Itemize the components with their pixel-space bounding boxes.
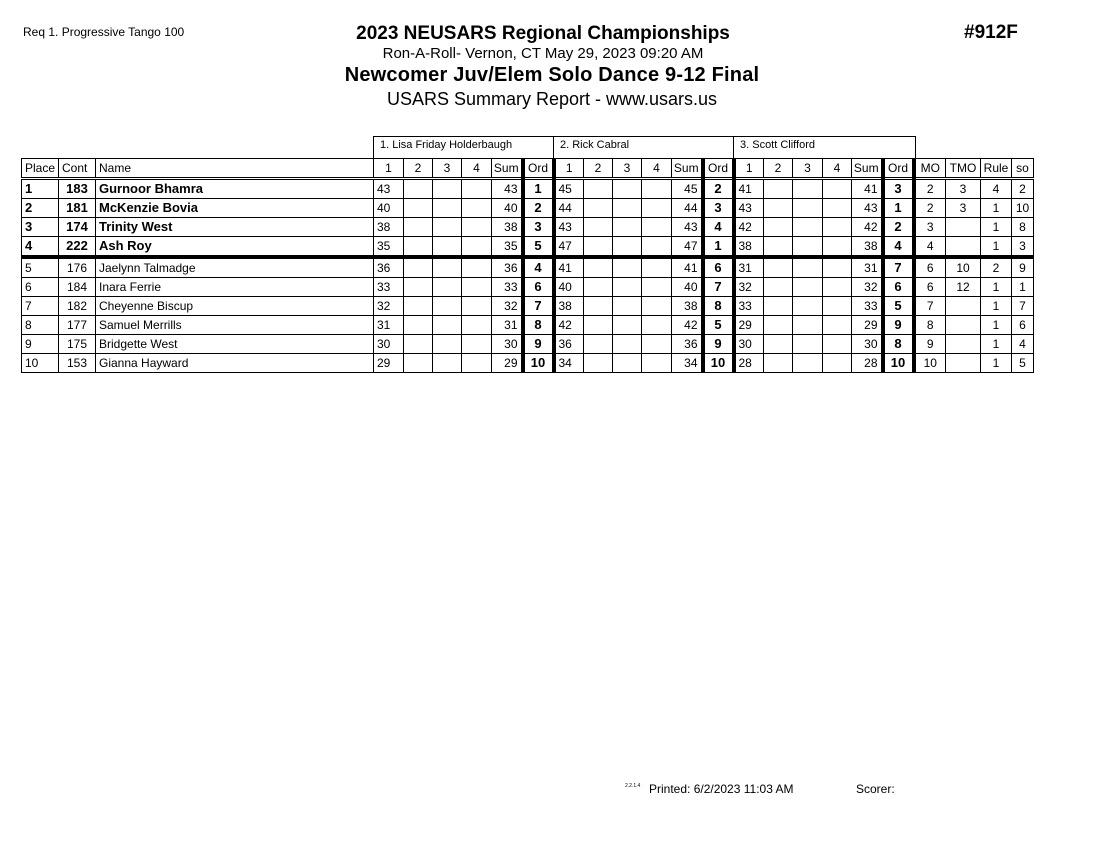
cell-judge2-score3 — [613, 297, 642, 316]
cell-judge1-sum: 32 — [492, 297, 523, 316]
cell-judge2-score4 — [642, 218, 672, 237]
cell-judge2-score1: 47 — [554, 237, 584, 258]
cell-mo: 4 — [914, 237, 946, 258]
cell-judge3-score2 — [764, 316, 793, 335]
report-name: USARS Summary Report - www.usars.us — [386, 89, 718, 109]
cell-judge1-score2 — [404, 199, 433, 218]
cell-judge3-score1: 30 — [734, 335, 764, 354]
col-so: so — [1012, 159, 1034, 179]
cell-judge3-sum: 42 — [852, 218, 883, 237]
cell-judge1-score1: 31 — [374, 316, 404, 335]
cell-tmo — [946, 297, 981, 316]
cell-judge2-ordinal: 7 — [703, 278, 734, 297]
cell-judge1-score1: 35 — [374, 237, 404, 258]
cell-judge1-ordinal: 1 — [523, 179, 554, 199]
cell-judge1-score2 — [404, 257, 433, 278]
cell-judge1-score2 — [404, 278, 433, 297]
cell-so: 5 — [1012, 354, 1034, 373]
cell-judge2-sum: 45 — [672, 179, 703, 199]
cell-judge3-score1: 29 — [734, 316, 764, 335]
cell-judge2-score3 — [613, 218, 642, 237]
cell-judge3-score1: 41 — [734, 179, 764, 199]
cell-judge3-score4 — [823, 199, 852, 218]
cell-judge2-score4 — [642, 257, 672, 278]
cell-judge1-ordinal: 7 — [523, 297, 554, 316]
cell-judge3-ordinal: 3 — [883, 179, 914, 199]
cell-judge2-score2 — [584, 218, 613, 237]
cell-place: 2 — [22, 199, 59, 218]
cell-place: 1 — [22, 179, 59, 199]
cell-judge3-score3 — [793, 257, 823, 278]
cell-judge3-sum: 38 — [852, 237, 883, 258]
cell-cont: 184 — [59, 278, 96, 297]
cell-judge1-ordinal: 6 — [523, 278, 554, 297]
cell-judge1-score3 — [433, 297, 462, 316]
col-j1-sum: Sum — [492, 159, 523, 179]
cell-mo: 7 — [914, 297, 946, 316]
cell-judge2-sum: 40 — [672, 278, 703, 297]
cell-judge1-score2 — [404, 335, 433, 354]
cell-judge2-sum: 43 — [672, 218, 703, 237]
cell-judge3-score4 — [823, 316, 852, 335]
printed-timestamp: Printed: 6/2/2023 11:03 AM — [649, 782, 794, 796]
cell-judge1-score4 — [462, 218, 492, 237]
cell-judge3-ordinal: 6 — [883, 278, 914, 297]
cell-judge1-score1: 43 — [374, 179, 404, 199]
cell-tmo — [946, 237, 981, 258]
cell-judge2-sum: 36 — [672, 335, 703, 354]
cell-cont: 222 — [59, 237, 96, 258]
cell-judge2-score1: 34 — [554, 354, 584, 373]
cell-tmo — [946, 335, 981, 354]
col-j3-ord: Ord — [883, 159, 914, 179]
table-row — [22, 237, 1034, 258]
cell-tmo: 10 — [946, 257, 981, 278]
cell-judge1-score4 — [462, 199, 492, 218]
cell-judge1-score4 — [462, 297, 492, 316]
col-j3-d4: 4 — [823, 159, 852, 179]
cell-judge3-score1: 28 — [734, 354, 764, 373]
cell-judge2-ordinal: 1 — [703, 237, 734, 258]
results-table — [21, 158, 1034, 373]
cell-rule: 1 — [981, 354, 1012, 373]
cell-judge2-score4 — [642, 316, 672, 335]
cell-name: Ash Roy — [96, 237, 374, 258]
cell-place: 8 — [22, 316, 59, 335]
cell-judge2-score2 — [584, 257, 613, 278]
cell-judge1-score4 — [462, 257, 492, 278]
cell-judge3-score2 — [764, 237, 793, 258]
cell-mo: 3 — [914, 218, 946, 237]
cell-judge1-score2 — [404, 297, 433, 316]
cell-judge1-score4 — [462, 354, 492, 373]
cell-judge3-score2 — [764, 257, 793, 278]
cell-cont: 183 — [59, 179, 96, 199]
cell-judge3-score4 — [823, 335, 852, 354]
col-tmo: TMO — [946, 159, 981, 179]
cell-rule: 1 — [981, 218, 1012, 237]
cell-judge2-score1: 36 — [554, 335, 584, 354]
cell-judge1-score2 — [404, 179, 433, 199]
column-header-row — [22, 159, 1034, 179]
cell-judge2-score1: 40 — [554, 278, 584, 297]
cell-judge1-score4 — [462, 179, 492, 199]
cell-judge3-score4 — [823, 354, 852, 373]
cell-judge1-score1: 40 — [374, 199, 404, 218]
cell-judge3-ordinal: 10 — [883, 354, 914, 373]
cell-judge3-score3 — [793, 316, 823, 335]
cell-name: Bridgette West — [96, 335, 374, 354]
cell-judge2-score4 — [642, 335, 672, 354]
cell-so: 7 — [1012, 297, 1034, 316]
cell-judge2-ordinal: 2 — [703, 179, 734, 199]
cell-judge1-sum: 33 — [492, 278, 523, 297]
cell-judge2-ordinal: 4 — [703, 218, 734, 237]
cell-judge2-score1: 42 — [554, 316, 584, 335]
cell-judge3-ordinal: 2 — [883, 218, 914, 237]
cell-judge3-score3 — [793, 218, 823, 237]
cell-judge2-score4 — [642, 278, 672, 297]
cell-judge2-score2 — [584, 297, 613, 316]
cell-so: 3 — [1012, 237, 1034, 258]
cell-place: 4 — [22, 237, 59, 258]
cell-judge3-sum: 33 — [852, 297, 883, 316]
col-j3-d3: 3 — [793, 159, 823, 179]
cell-judge1-sum: 40 — [492, 199, 523, 218]
cell-judge3-score4 — [823, 297, 852, 316]
cell-judge2-score1: 45 — [554, 179, 584, 199]
cell-judge1-score3 — [433, 237, 462, 258]
cell-judge2-score1: 38 — [554, 297, 584, 316]
event-name: Newcomer Juv/Elem Solo Dance 9-12 Final — [344, 64, 760, 86]
cell-judge1-score2 — [404, 237, 433, 258]
table-row — [22, 278, 1034, 297]
cell-judge1-score1: 29 — [374, 354, 404, 373]
table-row — [22, 354, 1034, 373]
cell-judge2-score1: 43 — [554, 218, 584, 237]
cell-judge3-sum: 43 — [852, 199, 883, 218]
cell-judge2-score3 — [613, 354, 642, 373]
cell-mo: 6 — [914, 257, 946, 278]
cell-mo: 2 — [914, 199, 946, 218]
cell-judge1-sum: 38 — [492, 218, 523, 237]
cell-judge1-ordinal: 3 — [523, 218, 554, 237]
cell-judge2-sum: 42 — [672, 316, 703, 335]
event-code: #912F — [964, 22, 1018, 43]
cell-judge2-ordinal: 3 — [703, 199, 734, 218]
cell-name: Trinity West — [96, 218, 374, 237]
cell-rule: 1 — [981, 297, 1012, 316]
cell-judge3-score3 — [793, 335, 823, 354]
cell-judge2-score3 — [613, 199, 642, 218]
cell-cont: 181 — [59, 199, 96, 218]
cell-mo: 2 — [914, 179, 946, 199]
cell-judge1-score3 — [433, 278, 462, 297]
cell-judge1-score1: 32 — [374, 297, 404, 316]
cell-judge2-score3 — [613, 278, 642, 297]
cell-judge3-score3 — [793, 237, 823, 258]
cell-mo: 10 — [914, 354, 946, 373]
cell-judge3-score2 — [764, 179, 793, 199]
cell-judge2-score2 — [584, 179, 613, 199]
col-j3-sum: Sum — [852, 159, 883, 179]
cell-judge1-score3 — [433, 218, 462, 237]
col-j1-d3: 3 — [433, 159, 462, 179]
cell-judge2-ordinal: 10 — [703, 354, 734, 373]
cell-judge2-score1: 41 — [554, 257, 584, 278]
cell-place: 5 — [22, 257, 59, 278]
cell-place: 6 — [22, 278, 59, 297]
cell-judge3-score3 — [793, 297, 823, 316]
cell-mo: 6 — [914, 278, 946, 297]
cell-judge3-sum: 30 — [852, 335, 883, 354]
cell-name: Gianna Hayward — [96, 354, 374, 373]
col-j1-d4: 4 — [462, 159, 492, 179]
cell-judge1-ordinal: 4 — [523, 257, 554, 278]
cell-judge3-score1: 32 — [734, 278, 764, 297]
cell-judge2-score2 — [584, 354, 613, 373]
cell-so: 1 — [1012, 278, 1034, 297]
table-row — [22, 199, 1034, 218]
cell-rule: 1 — [981, 316, 1012, 335]
cell-judge2-score4 — [642, 354, 672, 373]
cell-judge3-score4 — [823, 237, 852, 258]
cell-judge3-sum: 31 — [852, 257, 883, 278]
table-row — [22, 335, 1034, 354]
cell-judge2-sum: 44 — [672, 199, 703, 218]
cell-name: Samuel Merrills — [96, 316, 374, 335]
cell-judge2-score4 — [642, 179, 672, 199]
software-version: 2.2.1.4 — [625, 783, 641, 789]
cell-judge1-sum: 29 — [492, 354, 523, 373]
cell-judge3-score2 — [764, 297, 793, 316]
cell-judge2-score4 — [642, 237, 672, 258]
scorer-label: Scorer: — [856, 782, 895, 796]
cell-judge1-score4 — [462, 278, 492, 297]
cell-judge3-score3 — [793, 199, 823, 218]
cell-so: 8 — [1012, 218, 1034, 237]
table-row — [22, 316, 1034, 335]
cell-judge1-ordinal: 10 — [523, 354, 554, 373]
col-rule: Rule — [981, 159, 1012, 179]
cell-so: 4 — [1012, 335, 1034, 354]
cell-judge1-score3 — [433, 316, 462, 335]
cell-name: Gurnoor Bhamra — [96, 179, 374, 199]
col-j1-d2: 2 — [404, 159, 433, 179]
cell-judge3-score4 — [823, 278, 852, 297]
cell-cont: 182 — [59, 297, 96, 316]
cell-tmo — [946, 218, 981, 237]
cell-judge3-score1: 38 — [734, 237, 764, 258]
table-row — [22, 297, 1034, 316]
col-j1-ord: Ord — [523, 159, 554, 179]
cell-cont: 176 — [59, 257, 96, 278]
cell-judge3-sum: 28 — [852, 354, 883, 373]
col-mo: MO — [914, 159, 946, 179]
cell-judge2-score4 — [642, 199, 672, 218]
cell-judge1-sum: 43 — [492, 179, 523, 199]
cell-judge2-score3 — [613, 257, 642, 278]
cell-judge1-score2 — [404, 354, 433, 373]
cell-judge1-score4 — [462, 316, 492, 335]
cell-judge3-score1: 31 — [734, 257, 764, 278]
col-j2-ord: Ord — [703, 159, 734, 179]
cell-name: Inara Ferrie — [96, 278, 374, 297]
cell-cont: 177 — [59, 316, 96, 335]
cell-judge1-score1: 36 — [374, 257, 404, 278]
cell-mo: 8 — [914, 316, 946, 335]
cell-judge3-score1: 33 — [734, 297, 764, 316]
col-j2-d1: 1 — [554, 159, 584, 179]
cell-rule: 4 — [981, 179, 1012, 199]
cell-judge3-ordinal: 1 — [883, 199, 914, 218]
cell-judge3-sum: 41 — [852, 179, 883, 199]
cell-judge3-score4 — [823, 218, 852, 237]
cell-judge2-score2 — [584, 316, 613, 335]
cell-judge2-ordinal: 5 — [703, 316, 734, 335]
cell-rule: 1 — [981, 335, 1012, 354]
cell-judge1-sum: 35 — [492, 237, 523, 258]
judge-3-header: 3. Scott Clifford — [733, 136, 916, 158]
cell-judge1-ordinal: 9 — [523, 335, 554, 354]
judge-2-header: 2. Rick Cabral — [553, 136, 734, 158]
col-place: Place — [22, 159, 59, 179]
cell-judge1-score1: 38 — [374, 218, 404, 237]
cell-judge1-sum: 31 — [492, 316, 523, 335]
cell-tmo — [946, 316, 981, 335]
cell-tmo — [946, 354, 981, 373]
cell-judge3-ordinal: 7 — [883, 257, 914, 278]
cell-judge3-score1: 43 — [734, 199, 764, 218]
cell-judge3-score2 — [764, 218, 793, 237]
cell-judge2-score3 — [613, 335, 642, 354]
cell-judge2-score2 — [584, 335, 613, 354]
cell-judge1-sum: 30 — [492, 335, 523, 354]
cell-judge1-score3 — [433, 335, 462, 354]
cell-name: Cheyenne Biscup — [96, 297, 374, 316]
venue-date-line: Ron-A-Roll- Vernon, CT May 29, 2023 09:20 AM — [382, 45, 704, 62]
cell-judge3-sum: 32 — [852, 278, 883, 297]
col-j1-d1: 1 — [374, 159, 404, 179]
col-j3-d1: 1 — [734, 159, 764, 179]
cell-judge2-score3 — [613, 237, 642, 258]
cell-rule: 1 — [981, 278, 1012, 297]
cell-so: 9 — [1012, 257, 1034, 278]
cell-judge1-score2 — [404, 316, 433, 335]
cell-judge3-score1: 42 — [734, 218, 764, 237]
cell-judge2-score2 — [584, 199, 613, 218]
cell-judge2-ordinal: 8 — [703, 297, 734, 316]
cell-judge3-score4 — [823, 257, 852, 278]
cell-judge3-ordinal: 4 — [883, 237, 914, 258]
cell-tmo: 3 — [946, 179, 981, 199]
cell-judge1-score3 — [433, 257, 462, 278]
cell-judge2-score3 — [613, 179, 642, 199]
cell-judge2-sum: 38 — [672, 297, 703, 316]
required-dance-label: Req 1. Progressive Tango 100 — [23, 25, 185, 39]
table-row — [22, 257, 1034, 278]
cell-judge1-score4 — [462, 237, 492, 258]
cell-judge2-ordinal: 9 — [703, 335, 734, 354]
cell-tmo: 12 — [946, 278, 981, 297]
cell-cont: 153 — [59, 354, 96, 373]
col-j2-d3: 3 — [613, 159, 642, 179]
col-j3-d2: 2 — [764, 159, 793, 179]
cell-judge2-score4 — [642, 297, 672, 316]
cell-place: 9 — [22, 335, 59, 354]
cell-judge1-score3 — [433, 179, 462, 199]
cell-judge1-ordinal: 2 — [523, 199, 554, 218]
cell-rule: 1 — [981, 237, 1012, 258]
col-j2-d2: 2 — [584, 159, 613, 179]
cell-judge2-score1: 44 — [554, 199, 584, 218]
cell-rule: 1 — [981, 199, 1012, 218]
cell-judge1-score3 — [433, 354, 462, 373]
cell-cont: 174 — [59, 218, 96, 237]
cell-judge1-score4 — [462, 335, 492, 354]
cell-judge2-score2 — [584, 278, 613, 297]
cell-judge3-ordinal: 8 — [883, 335, 914, 354]
cell-judge1-score1: 30 — [374, 335, 404, 354]
col-j2-d4: 4 — [642, 159, 672, 179]
cell-so: 10 — [1012, 199, 1034, 218]
cell-judge3-score3 — [793, 278, 823, 297]
cell-judge2-sum: 41 — [672, 257, 703, 278]
cell-judge1-ordinal: 8 — [523, 316, 554, 335]
table-row — [22, 179, 1034, 199]
cell-judge2-sum: 47 — [672, 237, 703, 258]
cell-name: Jaelynn Talmadge — [96, 257, 374, 278]
cell-judge2-sum: 34 — [672, 354, 703, 373]
judge-1-header: 1. Lisa Friday Holderbaugh — [373, 136, 554, 158]
cell-cont: 175 — [59, 335, 96, 354]
cell-place: 3 — [22, 218, 59, 237]
cell-judge3-score4 — [823, 179, 852, 199]
table-row — [22, 218, 1034, 237]
cell-place: 10 — [22, 354, 59, 373]
cell-judge1-score2 — [404, 218, 433, 237]
cell-judge2-ordinal: 6 — [703, 257, 734, 278]
col-cont: Cont — [59, 159, 96, 179]
col-j2-sum: Sum — [672, 159, 703, 179]
cell-place: 7 — [22, 297, 59, 316]
competition-title: 2023 NEUSARS Regional Championships — [356, 23, 730, 44]
cell-judge3-score3 — [793, 179, 823, 199]
cell-so: 2 — [1012, 179, 1034, 199]
cell-judge1-ordinal: 5 — [523, 237, 554, 258]
cell-judge3-ordinal: 9 — [883, 316, 914, 335]
cell-tmo: 3 — [946, 199, 981, 218]
cell-judge2-score3 — [613, 316, 642, 335]
cell-judge3-score2 — [764, 335, 793, 354]
cell-judge1-score3 — [433, 199, 462, 218]
cell-judge3-score3 — [793, 354, 823, 373]
cell-mo: 9 — [914, 335, 946, 354]
cell-name: McKenzie Bovia — [96, 199, 374, 218]
col-name: Name — [96, 159, 374, 179]
cell-judge3-ordinal: 5 — [883, 297, 914, 316]
cell-judge3-score2 — [764, 278, 793, 297]
cell-judge3-sum: 29 — [852, 316, 883, 335]
cell-judge3-score2 — [764, 354, 793, 373]
cell-judge3-score2 — [764, 199, 793, 218]
cell-judge1-score1: 33 — [374, 278, 404, 297]
cell-judge2-score2 — [584, 237, 613, 258]
cell-so: 6 — [1012, 316, 1034, 335]
cell-judge1-sum: 36 — [492, 257, 523, 278]
cell-rule: 2 — [981, 257, 1012, 278]
